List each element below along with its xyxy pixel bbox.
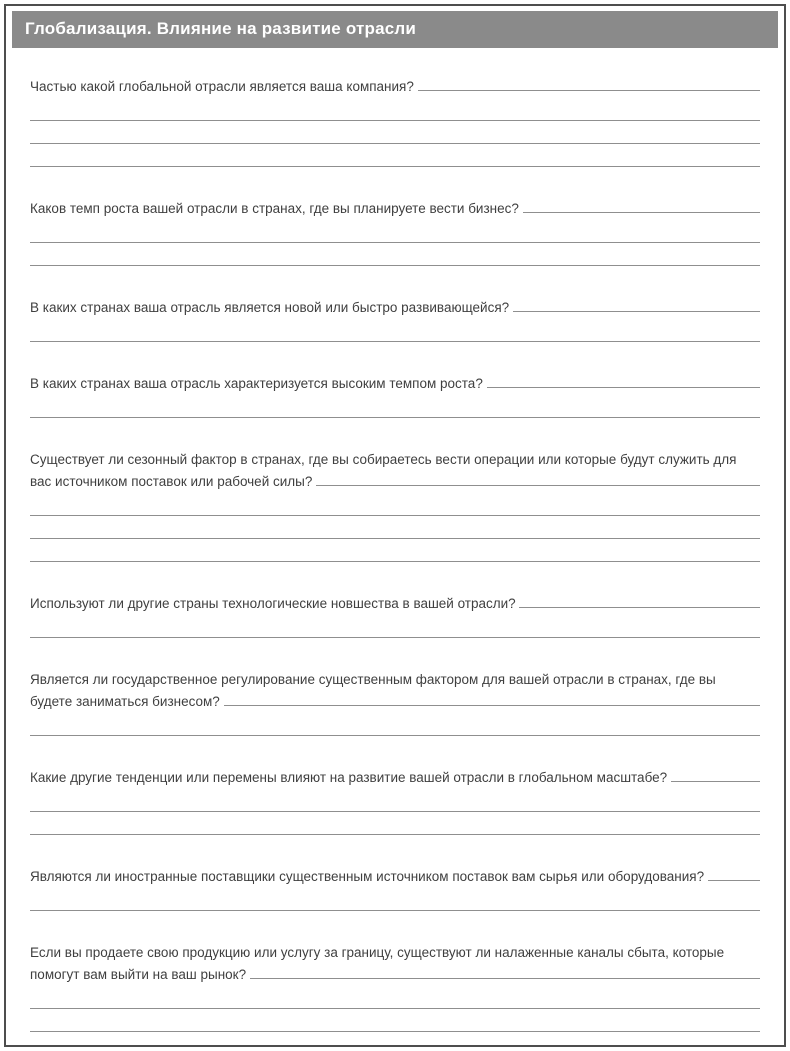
question-block xyxy=(30,76,760,167)
answer-line-inline[interactable] xyxy=(487,375,760,389)
question-text xyxy=(30,198,760,220)
answer-line[interactable] xyxy=(30,319,760,342)
answer-line-inline[interactable] xyxy=(316,473,760,487)
question-block xyxy=(30,198,760,266)
answer-line[interactable] xyxy=(30,516,760,539)
question-text xyxy=(30,449,760,493)
answer-line-inline[interactable] xyxy=(418,78,760,92)
answer-line[interactable] xyxy=(30,144,760,167)
question-label: Если вы продаете свою продукцию или услугу за границу, существуют ли налаженные каналы сбыта, которые помогут вам выйти на ваш рынок? xyxy=(30,945,725,982)
question-label: Частью какой глобальной отрасли является ваша компания? xyxy=(30,79,418,94)
question-label: Является ли государственное регулирование существенным фактором для вашей отрасли в странах, где вы будете заниматься бизнесом? xyxy=(30,672,716,709)
questions-container xyxy=(6,48,784,1032)
answer-line[interactable] xyxy=(30,243,760,266)
page-title: Глобализация. Влияние на развитие отрасли xyxy=(25,19,417,38)
answer-line[interactable] xyxy=(30,615,760,638)
question-label: Каков темп роста вашей отрасли в странах, где вы планируете вести бизнес? xyxy=(30,201,523,216)
question-block xyxy=(30,373,760,418)
question-label: Используют ли другие страны технологические новшества в вашей отрасли? xyxy=(30,596,520,611)
form-page xyxy=(4,4,786,1047)
answer-line[interactable] xyxy=(30,220,760,243)
question-block xyxy=(30,866,760,911)
answer-line[interactable] xyxy=(30,493,760,516)
answer-line[interactable] xyxy=(30,395,760,418)
question-block xyxy=(30,593,760,638)
question-label: Являются ли иностранные поставщики существенным источником поставок вам сырья или оборудования? xyxy=(30,869,708,884)
answer-line[interactable] xyxy=(30,1009,760,1032)
answer-line[interactable] xyxy=(30,539,760,562)
answer-line[interactable] xyxy=(30,888,760,911)
answer-line-inline[interactable] xyxy=(519,595,760,609)
answer-line[interactable] xyxy=(30,98,760,121)
question-label: Какие другие тенденции или перемены влияют на развитие вашей отрасли в глобальном масштабе? xyxy=(30,770,671,785)
answer-line-inline[interactable] xyxy=(224,693,760,707)
answer-line[interactable] xyxy=(30,812,760,835)
question-block xyxy=(30,942,760,1032)
answer-line-inline[interactable] xyxy=(250,966,760,980)
question-text xyxy=(30,593,760,615)
question-block xyxy=(30,297,760,342)
question-label: В каких странах ваша отрасль является новой или быстро развивающейся? xyxy=(30,300,513,315)
answer-line[interactable] xyxy=(30,789,760,812)
answer-line-inline[interactable] xyxy=(513,299,760,313)
question-block xyxy=(30,669,760,736)
question-text xyxy=(30,297,760,319)
question-text xyxy=(30,373,760,395)
question-block xyxy=(30,449,760,562)
answer-line-inline[interactable] xyxy=(523,200,760,214)
page-title-bar xyxy=(12,11,778,48)
question-text xyxy=(30,669,760,713)
answer-line-inline[interactable] xyxy=(708,868,760,882)
answer-line[interactable] xyxy=(30,121,760,144)
question-text xyxy=(30,866,760,888)
question-label: В каких странах ваша отрасль характеризуется высоким темпом роста? xyxy=(30,376,487,391)
question-text xyxy=(30,76,760,98)
question-block xyxy=(30,767,760,835)
answer-line-inline[interactable] xyxy=(671,769,760,783)
question-text xyxy=(30,942,760,986)
answer-line[interactable] xyxy=(30,986,760,1009)
question-label: Существует ли сезонный фактор в странах, где вы собираетесь вести операции или которые будут служить для вас источником поставок или рабочей силы? xyxy=(30,452,737,489)
question-text xyxy=(30,767,760,789)
answer-line[interactable] xyxy=(30,713,760,736)
